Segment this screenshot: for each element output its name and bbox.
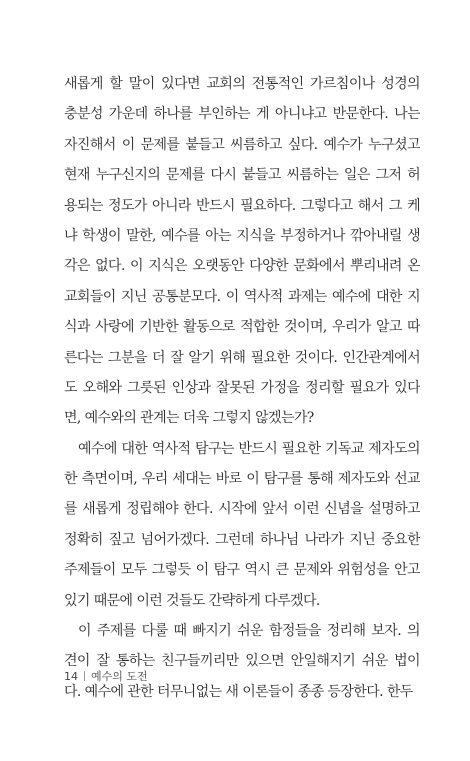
text-line: 새롭게 할 말이 있다면 교회의 전통적인 가르침이나 성경의: [64, 76, 420, 92]
paragraph: [64, 69, 420, 434]
text-line: 를 새롭게 정립해야 한다. 시작에 앞서 이런 신념을 설명하고: [64, 501, 420, 518]
text-line: 견이 잘 통하는 친구들끼리만 있으면 안일해지기 쉬운 법이: [64, 653, 420, 670]
page-number: 14: [64, 669, 78, 683]
text-line: 면, 예수와의 관계는 더욱 그렇지 않겠는가?: [64, 410, 314, 427]
page-body: [64, 69, 420, 707]
text-line: 른다는 그분을 더 잘 알기 위해 필요한 것이다. 인간관계에서: [64, 349, 420, 366]
text-line: 정확히 짚고 넘어가겠다. 그런데 하나님 나라가 지닌 중요한: [64, 531, 420, 548]
text-line: 도 오해와 그릇된 인상과 잘못된 가정을 정리할 필요가 있다: [64, 379, 420, 396]
paragraph: [64, 616, 420, 707]
text-line: 교회들이 지닌 공통분모다. 이 역사적 과제는 예수에 대한 지: [64, 288, 420, 305]
text-line: 각은 없다. 이 지식은 오랫동안 다양한 문화에서 뿌리내려 온: [64, 258, 420, 275]
paragraph: [64, 434, 420, 616]
text-line: 한 측면이며, 우리 세대는 바로 이 탐구를 통해 제자도와 선교: [64, 471, 420, 488]
text-line: 주제들이 모두 그렇듯 이 탐구 역시 큰 문제와 위험성을 안고: [64, 562, 420, 579]
text-line: 예수에 대한 역사적 탐구는 반드시 필요한 기독교 제자도의: [78, 440, 420, 457]
text-line: 다. 예수에 관한 터무니없는 새 이론들이 종종 등장한다. 한두: [64, 683, 413, 700]
running-title: 예수의 도전: [91, 670, 148, 683]
page-footer: [64, 668, 148, 684]
text-line: 냐 학생이 말한, 예수를 아는 지식을 부정하거나 깎아내릴 생: [64, 227, 420, 244]
text-line: 있기 때문에 이런 것들도 간략하게 다루겠다.: [64, 592, 320, 609]
text-line: 자진해서 이 문제를 붙들고 씨름하고 싶다. 예수가 누구셨고: [64, 136, 420, 153]
text-line: 현재 누구신지의 문제를 다시 붙들고 씨름하는 일은 그저 허: [64, 167, 420, 184]
text-line: 충분성 가운데 하나를 부인하는 게 아니냐고 반문한다. 나는: [64, 106, 420, 123]
text-line: 이 주제를 다룰 때 빠지기 쉬운 함정들을 정리해 보자. 의: [78, 623, 420, 640]
text-line: 용되는 정도가 아니라 반드시 필요하다. 그렇다고 해서 그 케: [64, 197, 420, 214]
footer-divider: [84, 671, 85, 681]
text-line: 식과 사랑에 기반한 활동으로 적합한 것이며, 우리가 알고 따: [64, 319, 420, 336]
